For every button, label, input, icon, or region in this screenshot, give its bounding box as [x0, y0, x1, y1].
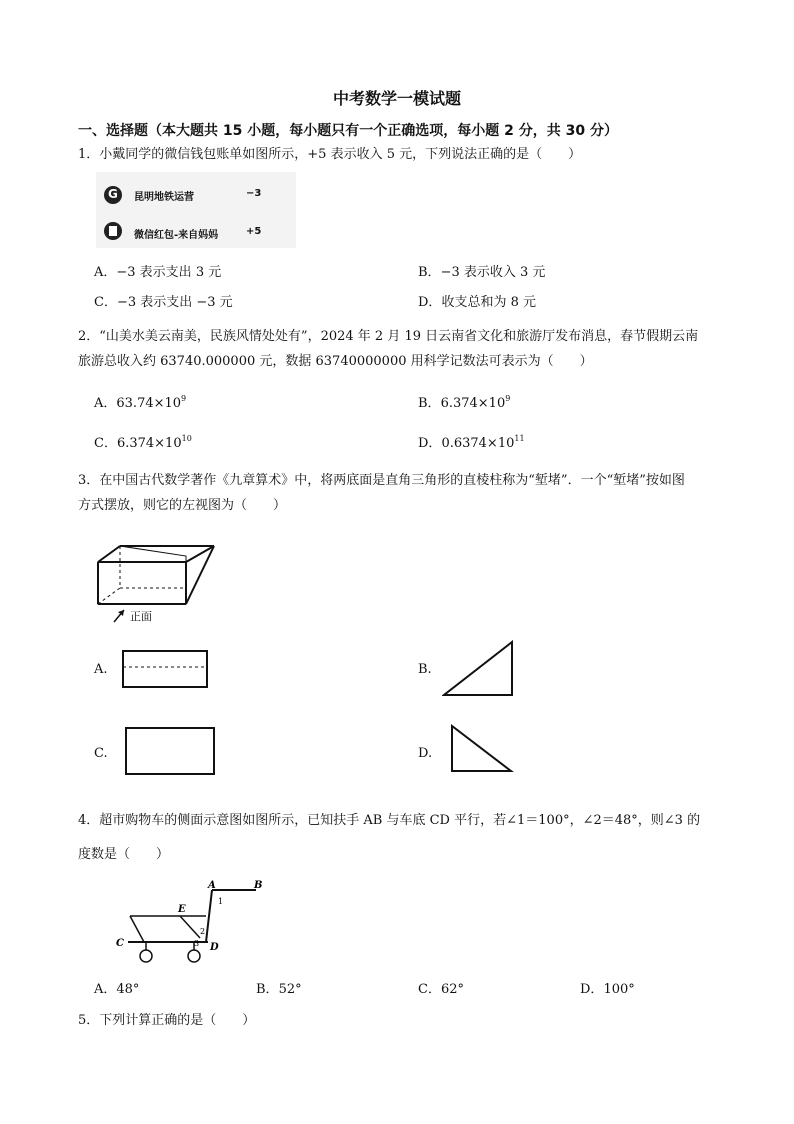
option-c: C．−3 表示支出 −3 元 — [94, 295, 233, 310]
option-a: A．48° — [94, 982, 140, 997]
option-c-rectangle — [124, 726, 216, 776]
bill-item-amount: −3 — [246, 188, 262, 199]
svg-text:C: C — [116, 938, 124, 949]
question-1-text: 1．小戴同学的微信钱包账单如图所示，+5 表示收入 5 元，下列说法正确的是（ ） — [78, 147, 582, 162]
option-c: C. — [94, 746, 108, 761]
question-3-text: 3．在中国古代数学著作《九章算术》中，将两底面是直角三角形的直棱柱称为“堑堵”．一个“堑堵”按如图 方式摆放，则它的左视图为（ ） — [78, 473, 685, 513]
option-a: A. — [94, 662, 108, 677]
svg-text:1: 1 — [218, 897, 224, 906]
svg-text:D: D — [210, 942, 219, 953]
option-d: D．收支总和为 8 元 — [418, 295, 536, 310]
bill-item-name: 微信红包-来自妈妈 — [134, 230, 219, 241]
option-a: A．$63.74\times 10^9$ — [94, 394, 187, 411]
question-2-text: 2．“山美水美云南美，民族风情处处有”，2024 年 2 月 19 日云南省文化和旅游厅发布消息，春节假期云南 旅游总收入约 63740.000000 元，数据 63740000000 用科学记数法可表示为（ ） — [78, 329, 699, 369]
option-b: B. — [418, 662, 432, 677]
option-b-triangle — [442, 640, 516, 698]
metro-logo-icon: G — [104, 186, 122, 204]
option-a: A．−3 表示支出 3 元 — [94, 265, 222, 280]
section-heading: 一、选择题（本大题共 15 小题，每小题只有一个正确选项，每小题 2 分，共 30 分） — [78, 123, 618, 139]
svg-text:A: A — [208, 880, 216, 891]
bill-item-name: 昆明地铁运营 — [134, 192, 194, 203]
bill-item-amount: +5 — [246, 226, 262, 237]
option-a-rectangle-dashed — [120, 648, 210, 690]
question-4-text: 4．超市购物车的侧面示意图如图所示，已知扶手 AB 与车底 CD 平行，若∠1＝100°，∠2＝48°，则∠3 的 度数是（ ） — [78, 813, 701, 862]
prism-figure — [90, 540, 230, 630]
shopping-cart-figure — [108, 874, 278, 970]
page-title: 中考数学一模试题 — [332, 89, 461, 108]
option-d: D. — [418, 746, 433, 761]
svg-text:3: 3 — [194, 939, 200, 948]
svg-text:2: 2 — [200, 927, 206, 936]
option-c: C．$6.374\times 10^{10}$ — [94, 434, 192, 451]
question-5-text: 5．下列计算正确的是（ ） — [78, 1013, 256, 1028]
red-packet-icon — [104, 222, 122, 240]
option-b: B．$6.374\times 10^9$ — [418, 394, 511, 411]
option-d: D．100° — [580, 982, 635, 997]
svg-text:E: E — [178, 904, 186, 915]
option-c: C．62° — [418, 982, 464, 997]
front-label: 正面 — [130, 610, 152, 623]
option-d: D．$0.6374\times 10^{11}$ — [418, 434, 525, 451]
wallet-bill-figure — [96, 172, 296, 248]
option-b: B．52° — [256, 982, 302, 997]
option-d-triangle — [450, 724, 514, 774]
svg-text:B: B — [254, 880, 263, 891]
option-b: B．−3 表示收入 3 元 — [418, 265, 546, 280]
